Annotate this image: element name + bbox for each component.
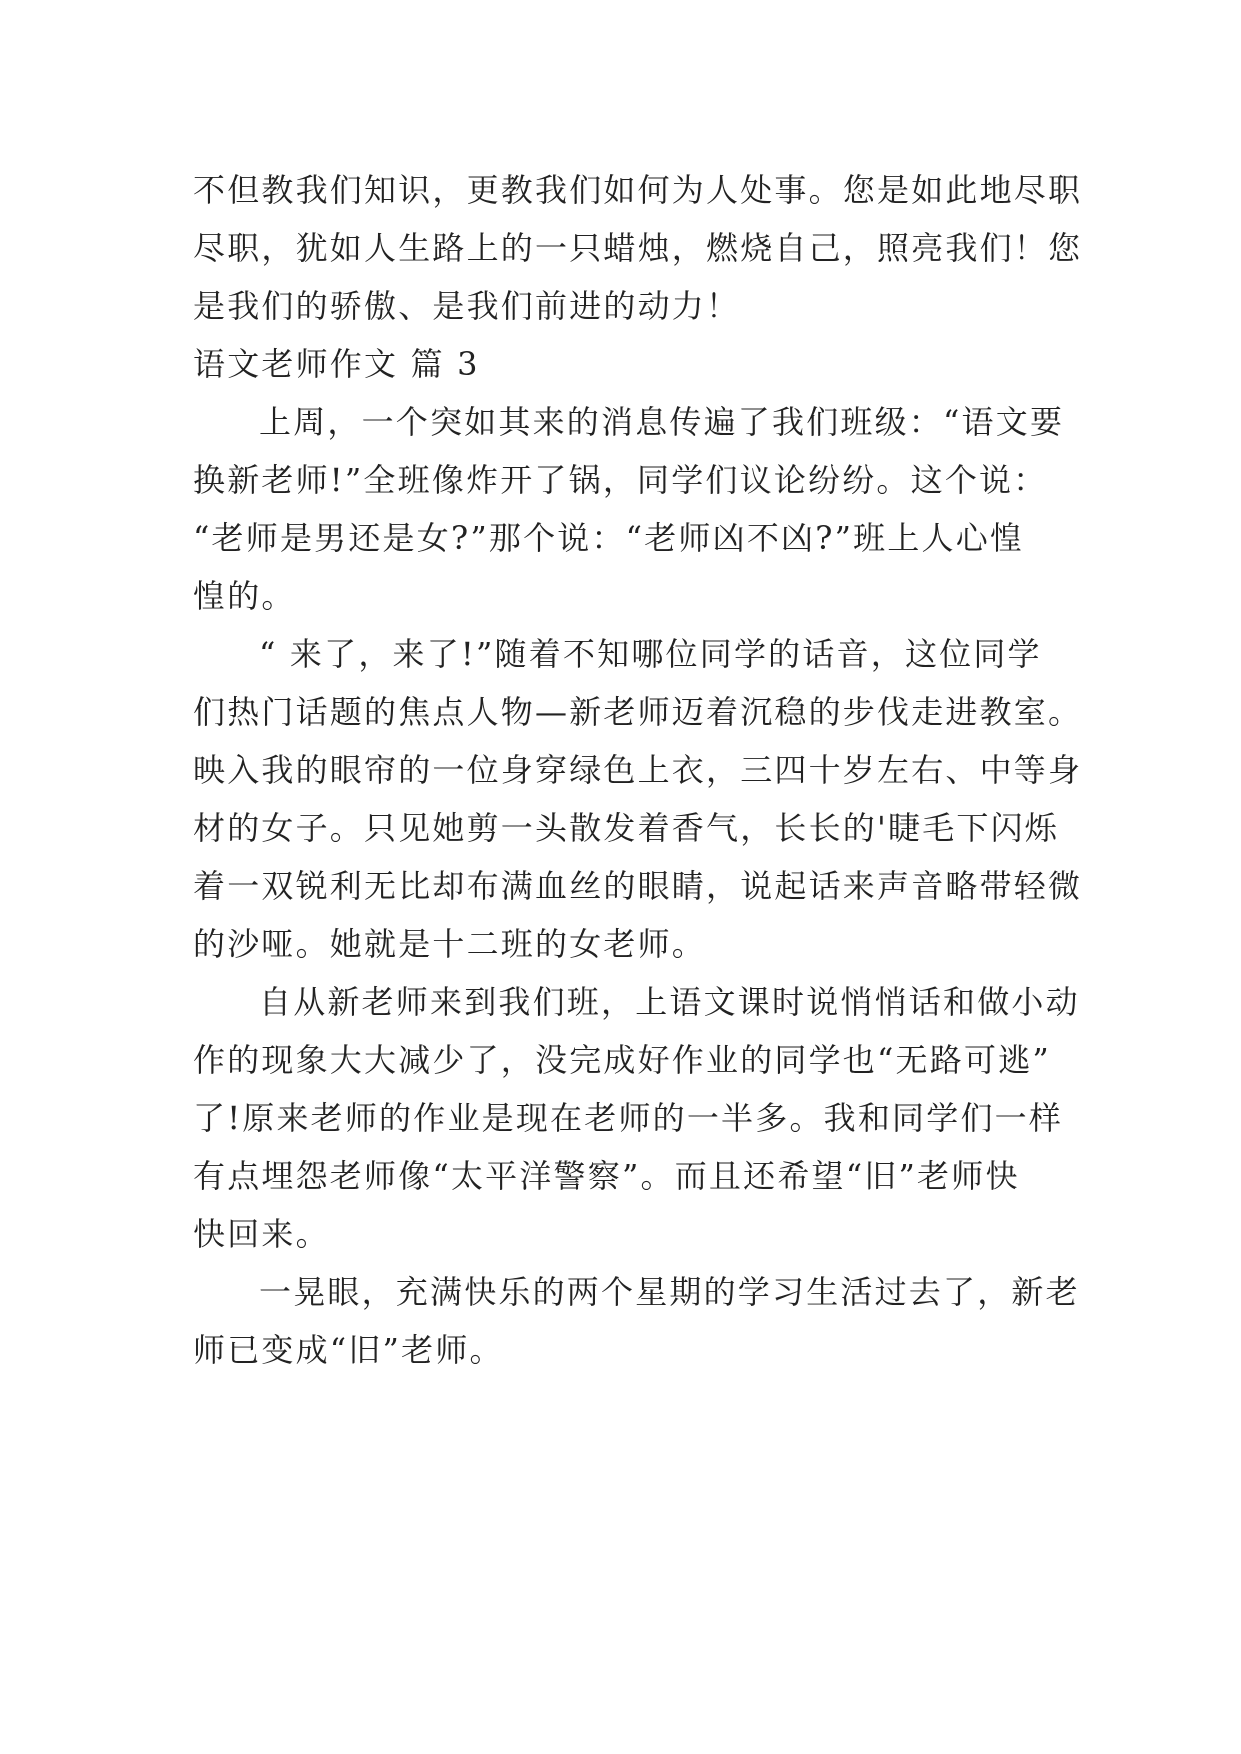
text-line: 上周，一个突如其来的消息传遍了我们班级：“语文要 [259,403,1065,441]
text-line: 自从新老师来到我们班，上语文课时说悄悄话和做小动 [259,983,1080,1021]
text-line: “ 来了，来了!”随着不知哪位同学的话音，这位同学 [259,635,1042,673]
text-line: 的沙哑。她就是十二班的女老师。 [193,925,707,963]
text-line: 换新老师!”全班像炸开了锅，同学们议论纷纷。这个说： [193,461,1048,499]
text-line: 师已变成“旧”老师。 [193,1331,504,1369]
text-line: 们热门话题的焦点人物—新老师迈着沉稳的步伐走进教室。 [193,693,1083,731]
text-line: 映入我的眼帘的一位身穿绿色上衣，三四十岁左右、中等身 [193,751,1083,789]
essay-text [193,161,1083,1379]
text-line: “老师是男还是女?”那个说：“老师凶不凶?”班上人心惶 [193,519,1025,557]
text-line: 尽职，犹如人生路上的一只蜡烛，燃烧自己，照亮我们！您 [193,229,1083,267]
text-line: 快回来。 [193,1215,330,1253]
text-line: 不但教我们知识，更教我们如何为人处事。您是如此地尽职 [193,171,1083,209]
text-line: 材的女子。只见她剪一头散发着香气，长长的'睫毛下闪烁 [193,809,1059,847]
text-line: 有点埋怨老师像“太平洋警察”。而且还希望“旧”老师快 [193,1157,1020,1195]
text-line: 着一双锐利无比却布满血丝的眼睛，说起话来声音略带轻微 [193,867,1083,905]
text-line: 一晃眼，充满快乐的两个星期的学习生活过去了，新老 [259,1273,1080,1311]
text-line: 了!原来老师的作业是现在老师的一半多。我和同学们一样 [193,1099,1064,1137]
text-line: 惶的。 [193,577,296,615]
text-line: 作的现象大大减少了，没完成好作业的同学也“无路可逃” [193,1041,1051,1079]
section-heading: 语文老师作文 篇 3 [193,345,480,383]
text-line: 是我们的骄傲、是我们前进的动力！ [193,287,741,325]
